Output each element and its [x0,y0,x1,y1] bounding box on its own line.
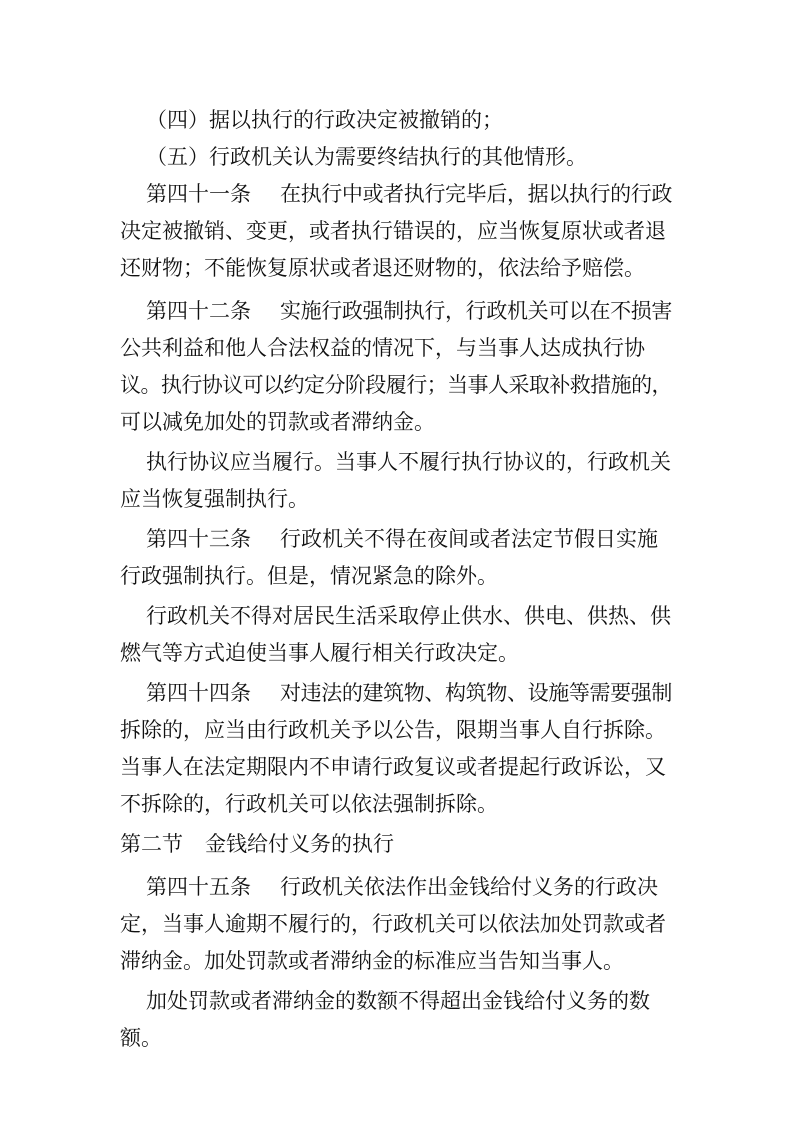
line-text: 可以减免加处的罚款或者滞纳金。 [120,410,435,434]
text-line [0,176,793,212]
text-line [0,1020,793,1056]
line-text: 拆除的，应当由行政机关予以公告，限期当事人自行拆除。 [120,718,666,742]
line-text: 加处罚款或者滞纳金的数额不得超出金钱给付义务的数 [146,989,650,1013]
line-text: 在执行中或者执行完毕后，据以执行的行政 [280,182,672,206]
text-line [0,330,793,366]
line-text: 还财物；不能恢复原状或者退还财物的，依法给予赔偿。 [120,256,645,280]
text-line [0,675,793,711]
line-text: 行政强制执行。但是，情况紧急的除外。 [120,564,498,588]
text-line [0,367,793,403]
text-line [0,635,793,671]
text-line [0,250,793,286]
article-number: 第四十四条 [146,681,251,705]
line-text: 对违法的建筑物、构筑物、设施等需要强制 [280,681,672,705]
line-text: 执行协议应当履行。当事人不履行执行协议的，行政机关 [146,450,671,474]
text-line [0,213,793,249]
line-text: （五）行政机关认为需要终结执行的其他情形。 [146,145,587,169]
line-text: 行政机关不得在夜间或者法定节假日实施 [280,527,658,551]
section-heading [0,826,793,862]
text-line [0,712,793,748]
text-line [0,983,793,1019]
text-line [0,102,793,138]
line-text: 议。执行协议可以约定分阶段履行；当事人采取补救措施的， [120,373,672,397]
article-number: 第四十一条 [146,182,251,206]
section-title: 金钱给付义务的执行 [205,832,394,856]
line-text: 实施行政强制执行，行政机关可以在不损害 [280,299,672,323]
line-text: 定，当事人逾期不履行的，行政机关可以依法加处罚款或者 [120,912,666,936]
line-text: 公共利益和他人合法权益的情况下，与当事人达成执行协 [120,336,645,360]
text-line [0,139,793,175]
text-line [0,293,793,329]
section-number: 第二节 [120,832,183,856]
text-line [0,404,793,440]
text-line [0,558,793,594]
line-text: 燃气等方式迫使当事人履行相关行政决定。 [120,641,519,665]
line-text: 应当恢复强制执行。 [120,487,309,511]
text-line [0,786,793,822]
line-text: 滞纳金。加处罚款或者滞纳金的标准应当告知当事人。 [120,949,624,973]
text-line [0,906,793,942]
text-line [0,869,793,905]
line-text: （四）据以执行的行政决定被撤销的； [146,108,503,132]
article-number: 第四十三条 [146,527,251,551]
article-number: 第四十五条 [146,875,251,899]
line-text: 当事人在法定期限内不申请行政复议或者提起行政诉讼，又 [120,755,666,779]
line-text: 行政机关依法作出金钱给付义务的行政决 [280,875,658,899]
line-text: 额。 [120,1026,162,1050]
line-text: 不拆除的，行政机关可以依法强制拆除。 [120,792,498,816]
article-number: 第四十二条 [146,299,251,323]
text-line [0,521,793,557]
text-line [0,598,793,634]
line-text: 决定被撤销、变更，或者执行错误的，应当恢复原状或者退 [120,219,666,243]
text-line [0,444,793,480]
text-line [0,943,793,979]
text-line [0,481,793,517]
line-text: 行政机关不得对居民生活采取停止供水、供电、供热、供 [146,604,671,628]
text-line [0,749,793,785]
